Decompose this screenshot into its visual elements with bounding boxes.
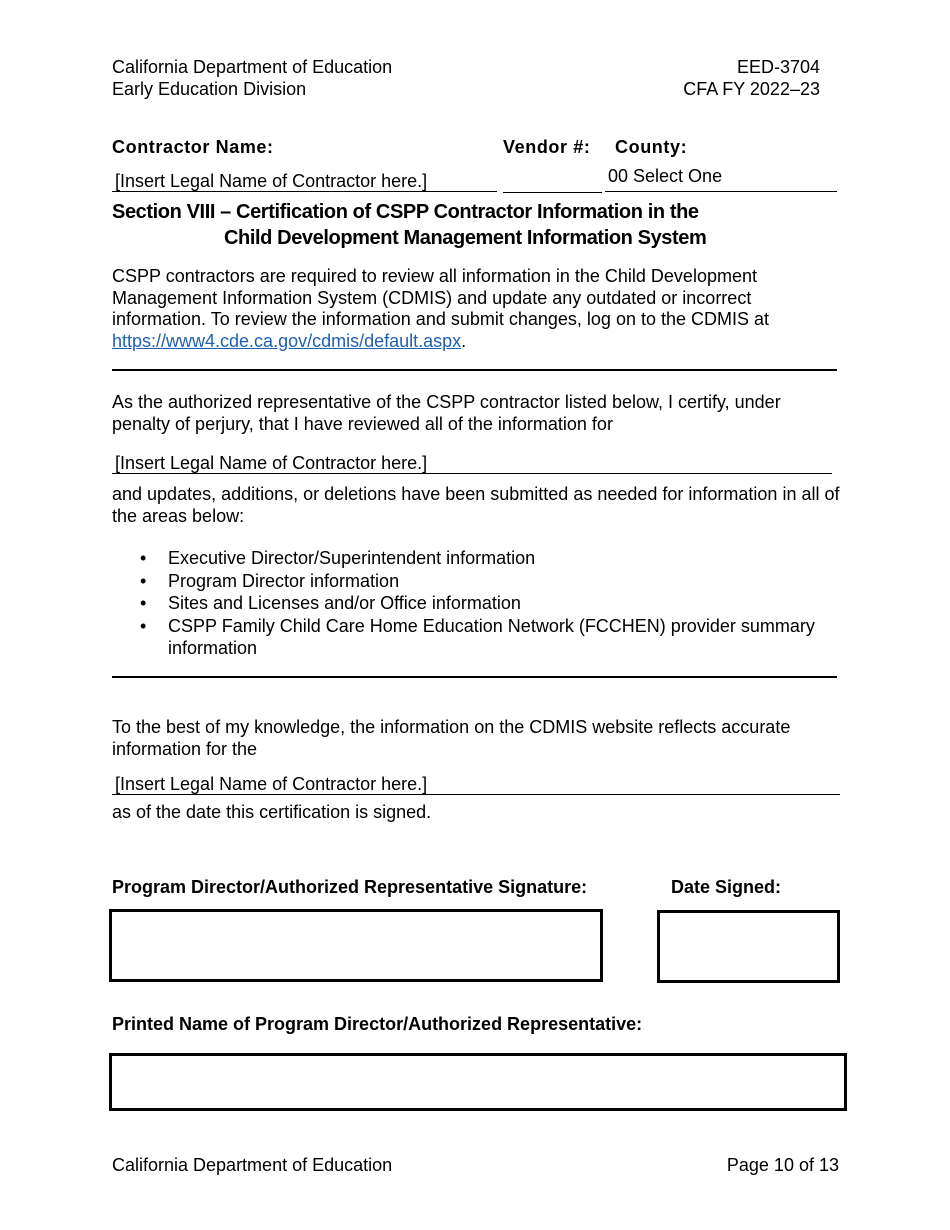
bullet-icon: • (140, 548, 147, 568)
knowledge-contractor-name-field[interactable]: [Insert Legal Name of Contractor here.] (112, 774, 840, 795)
cdmis-link[interactable]: https://www4.cde.ca.gov/cdmis/default.aspx (112, 330, 462, 351)
header-org (112, 56, 392, 100)
bullet-icon: • (140, 615, 147, 636)
intro-paragraph (112, 266, 840, 352)
contractor-name-field[interactable]: [Insert Legal Name of Contractor here.] (112, 171, 497, 192)
county-select[interactable]: 00 Select One (605, 166, 837, 192)
divider-2 (112, 676, 837, 678)
list-item: • Program Director information (140, 570, 400, 591)
divider-1 (112, 369, 837, 371)
knowledge-paragraph: To the best of my knowledge, the information on the CDMIS website reflects accurate information for the (112, 717, 791, 759)
intro-period: . (461, 330, 467, 351)
signature-box[interactable] (109, 909, 603, 982)
section-title (112, 199, 852, 251)
list-item: • CSPP Family Child Care Home Education Network (FCCHEN) provider summary information (140, 615, 815, 658)
areas-list (112, 547, 852, 660)
form-id: EED-3704 (736, 57, 820, 77)
bullet-icon: • (140, 570, 147, 591)
section-title-line1: Section VIII – Certification of CSPP Contractor Information in the (112, 201, 699, 223)
section-title-line2: Child Development Management Information System (224, 227, 707, 249)
certify-after-paragraph: and updates, additions, or deletions have been submitted as needed for information in all of the areas below: (112, 484, 840, 526)
intro-text: CSPP contractors are required to review all information in the Child Development Management Information System (CDMIS) and update any outdated or incorrect information. To review the information and submit changes, log on to the CDMIS at (112, 266, 770, 329)
org-name: California Department of Education (112, 57, 393, 77)
header-form-info (683, 56, 820, 100)
printed-name-box[interactable] (109, 1053, 847, 1111)
signature-label: Program Director/Authorized Representative Signature: (112, 877, 588, 897)
list-item: • Sites and Licenses and/or Office information (140, 593, 521, 613)
vendor-number-field[interactable] (503, 171, 602, 193)
page-number: Page 10 of 13 (726, 1155, 839, 1175)
bullet-icon: • (140, 593, 147, 613)
date-signed-box[interactable] (657, 910, 840, 983)
list-item: • Executive Director/Superintendent information (140, 548, 536, 568)
certify-paragraph: As the authorized representative of the CSPP contractor listed below, I certify, under penalty of perjury, that I have reviewed all of the information for (112, 392, 781, 434)
division-name: Early Education Division (112, 79, 307, 99)
contractor-name-label: Contractor Name: (112, 137, 274, 157)
printed-name-label: Printed Name of Program Director/Authorized Representative: (112, 1014, 643, 1034)
certify-contractor-name-field[interactable]: [Insert Legal Name of Contractor here.] (112, 453, 832, 474)
date-signed-label: Date Signed: (671, 877, 782, 897)
footer-org: California Department of Education (112, 1155, 393, 1175)
vendor-label: Vendor #: (503, 137, 591, 157)
county-label: County: (615, 137, 688, 157)
knowledge-after-paragraph: as of the date this certification is signed. (112, 802, 432, 822)
fiscal-year: CFA FY 2022–23 (683, 79, 820, 99)
